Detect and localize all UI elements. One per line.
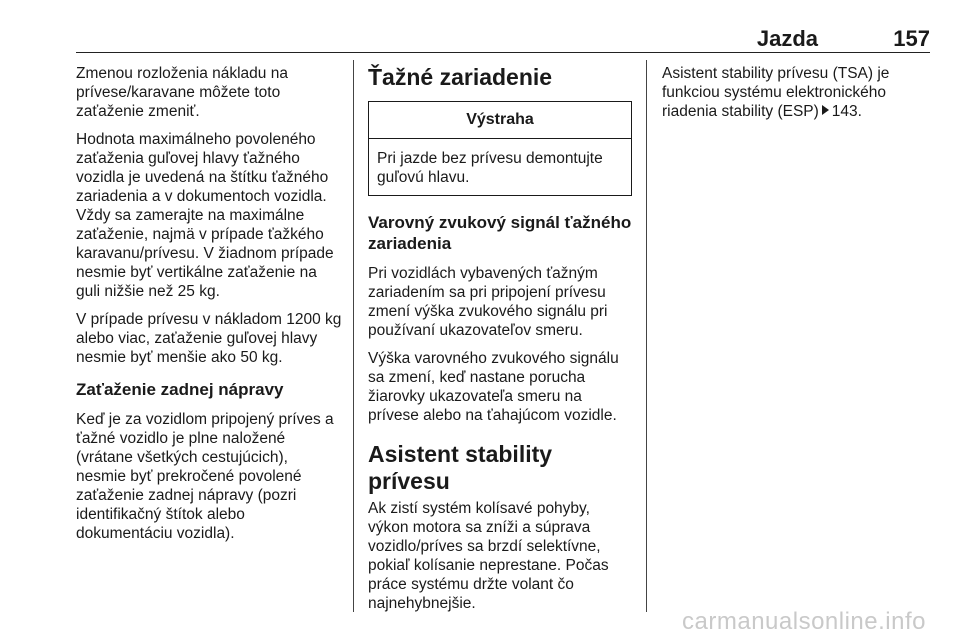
watermark: carmanualsonline.info [682,608,926,635]
tsa-esp-text: Asistent stability prívesu (TSA) je funkciou systému elektronického riadenia stability (ESP) [662,65,890,120]
paragraph-tsa-esp [662,64,928,121]
column-2 [368,64,634,622]
paragraph-bulb-failure: Výška varovného zvukového signálu sa zmení, keď nastane porucha žiarovky ukazovateľa smeru na prívese alebo na ťahajúcom vozidle. [368,350,619,424]
paragraph-heavy-trailer: V prípade prívesu v nákladom 1200 kg alebo viac, zaťaženie guľovej hlavy nesmie byť menšie ako 50 kg. [76,311,342,366]
section-name: Jazda [756,26,818,51]
warning-body: Pri jazde bez prívesu demontujte guľovú hlavu. [377,150,603,186]
header-rule [76,52,930,53]
paragraph-rear-axle: Keď je za vozidlom pripojený príves a ťažné vozidlo je plne naložené (vrátane všetkých cestujúcich), nesmie byť prekročené povolené zaťaženie zadnej nápravy (pozri identifikačný štítok alebo dokumentáciu vozidla). [76,411,334,542]
page-reference-arrow-icon [822,105,829,115]
page-number: 157 [893,26,930,51]
column-divider-2 [646,60,647,612]
paragraph-signal-pitch: Pri vozidlách vybavených ťažným zariadením sa pri pripojení prívesu zmení výška zvukového signálu pri používaní ukazovateľov smeru. [368,265,608,339]
paragraph-load-distribution: Zmenou rozloženia nákladu na prívese/karavane môžete toto zaťaženie zmeniť. [76,65,288,120]
heading-trailer-stability-assist: Asistent stability prívesu [368,441,553,494]
column-3 [662,64,928,130]
column-divider-1 [353,60,354,612]
warning-box [368,101,632,196]
paragraph-max-load: Hodnota maximálneho povoleného zaťaženia guľovej hlavy ťažného vozidla je uvedená na štítku ťažného zariadenia a v dokumentoch vozidla. Vždy sa zamerajte na maximálne zaťaženie, najmä v prípade ťažkého karavanu/prívesu. V žiadnom prípade nesmie byť vertikálne zaťaženie na guli nižšie než 25 kg. [76,131,334,300]
heading-tow-warning-signal: Varovný zvukový signál ťažného zariadenia [368,213,632,253]
warning-title: Výstraha [369,102,631,139]
heading-rear-axle-load: Zaťaženie zadnej nápravy [76,380,284,399]
heading-towing-device: Ťažné zariadenie [368,64,553,90]
column-1 [76,64,342,552]
page-reference-link[interactable]: 143. [831,103,862,120]
paragraph-stability-assist: Ak zistí systém kolísavé pohyby, výkon motora sa zníži a súprava vozidlo/príves sa brzdí selektívne, pokiaľ kolísanie neprestane. Počas práce systému držte volant čo najnehybnejšie. [368,500,609,612]
